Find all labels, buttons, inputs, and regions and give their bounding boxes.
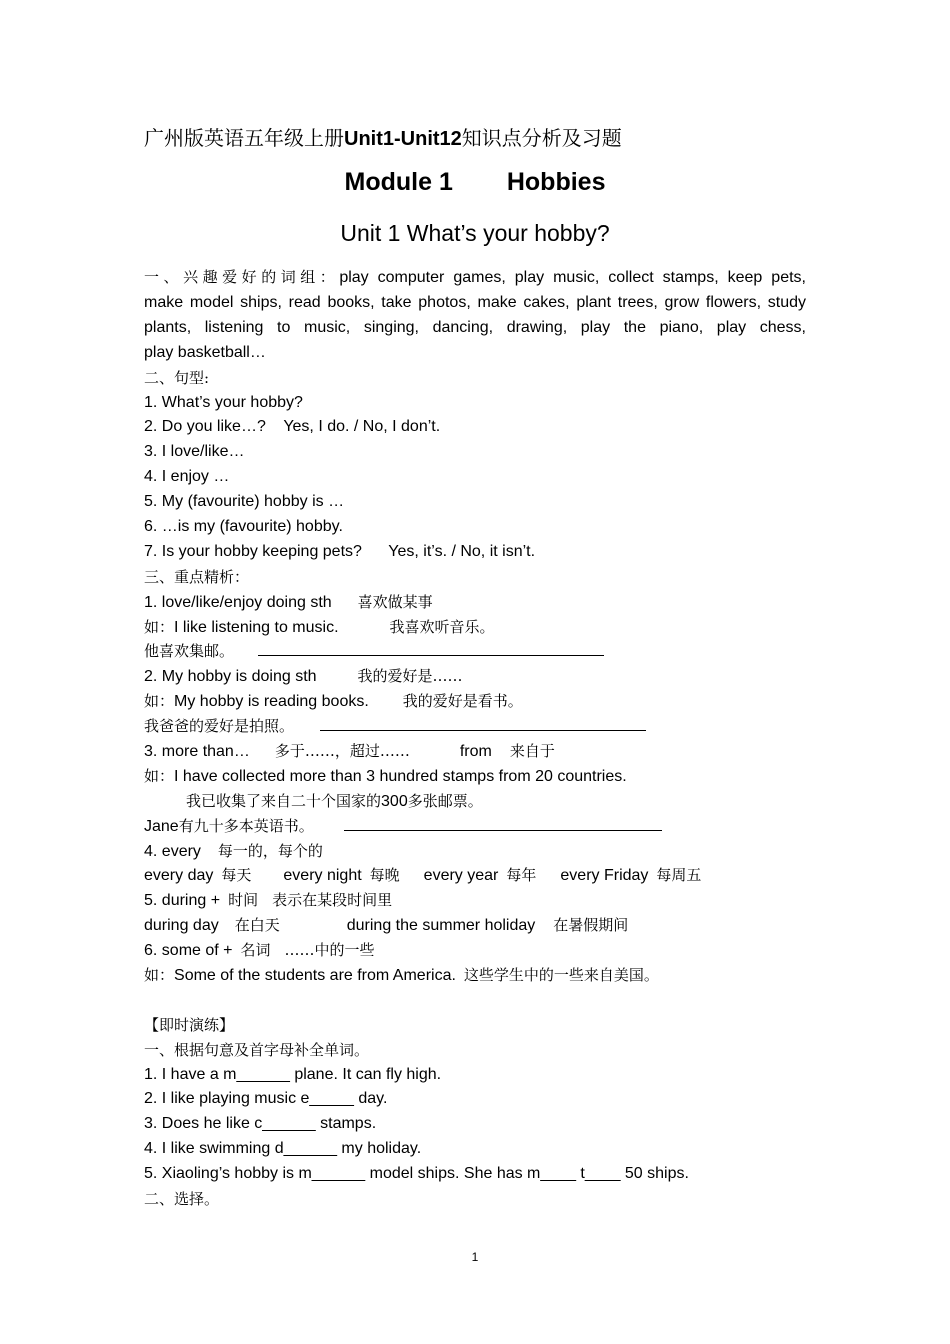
exercise-item: 3. Does he like c______ stamps. [144,1115,377,1133]
module-name: Hobbies [506,168,606,196]
sentence-pattern: 5. My (favourite) hobby is … [144,493,345,511]
exercise-item: 1. I have a m______ plane. It can fly high. [144,1065,442,1083]
module-label: Module 1 [344,168,453,196]
phrase-cn: 每年 [506,866,537,885]
example-cn: 我喜欢听音乐。 [389,617,495,636]
phrase-cn: 在白天 [234,916,280,935]
point3-from: from [459,742,492,760]
phrase-en: every year [423,867,499,885]
spacer [144,988,806,1013]
point1 [144,590,806,615]
point1-en: 1. love/like/enjoy doing sth [144,593,332,611]
sentence-pattern: 6. …is my (favourite) hobby. [144,517,343,535]
phrase-en: every day [144,867,214,885]
page-number: 1 [471,1250,479,1264]
phrase-cn: 每晚 [369,866,400,885]
sentence-pattern: 1. What’s your hobby? [144,393,303,411]
point5-examples [144,913,806,938]
phrase-cn: 每周五 [656,866,702,885]
phrase-en: during the summer holiday [346,917,536,935]
example-label: 如： [144,965,175,984]
example-label: 如： [144,766,175,785]
phrase-en: during day [144,917,219,935]
point3-en: 3. more than… [144,742,250,760]
point3-task [144,814,806,839]
phrase-en: every night [283,867,362,885]
example-label: 如： [144,692,175,711]
hobby-phrases-1: play computer games, play music, collect stamps, keep pets, [339,269,806,286]
section3-heading: 三、重点精析： [144,567,250,586]
document-title [144,122,622,151]
point3-example-cn [144,789,806,814]
unit-title: Unit 1 What’s your hobby? [340,220,610,246]
point3 [144,739,806,764]
example-en: I like listening to music. [174,618,339,636]
point3-from-cn: 来自于 [509,741,555,760]
answer-blank[interactable] [320,716,646,731]
point6 [144,938,806,963]
point6-en: 6. some of + [144,942,233,960]
exercise-item: 5. Xiaoling’s hobby is m______ model ships. She has m____ t____ 50 ships. [144,1165,689,1183]
point4-en: 4. every [144,842,201,860]
point2-example [144,689,806,714]
point4-examples [144,863,806,888]
section1-heading: 一、兴趣爱好的词组： [144,268,340,286]
task-text: 他喜欢集邮。 [144,642,235,661]
exercise-item: 4. I like swimming d______ my holiday. [144,1140,422,1158]
example-cn: 这些学生中的一些来自美国。 [463,965,659,984]
point3-example [144,764,806,789]
hobby-phrases-3: plants, listening to music, singing, dancing, drawing, play the piano, play chess, [144,318,806,336]
task-name: Jane [144,817,179,835]
title-prefix: 广州版英语五年级上册 [144,126,344,150]
section2-heading: 二、句型: [144,368,210,387]
hobby-phrases-2: make model ships, read books, take photos, make cakes, plant trees, grow flowers, study [144,293,806,311]
task-text: 有九十多本英语书。 [178,816,314,835]
point1-task [144,639,806,664]
hobby-phrases-4: play basketball… [144,343,266,361]
point4-cn: 每一的，每个的 [217,841,323,860]
exercise-item: 2. I like playing music e_____ day. [144,1090,388,1108]
module-title [0,168,950,197]
sentence-pattern: 2. Do you like…? Yes, I do. / No, I don’t. [144,418,441,436]
example-cn-part: 多张邮票。 [407,791,483,810]
point5-en: 5. during + [144,892,221,910]
point6-desc: ……中的一些 [284,941,375,960]
practice-part1-heading: 一、根据句意及首字母补全单词。 [144,1040,370,1059]
example-cn: 我的爱好是看书。 [402,692,523,711]
point3-cn: 多于……，超过…… [274,741,410,760]
answer-blank[interactable] [344,816,662,831]
sentence-pattern: 7. Is your hobby keeping pets? Yes, it’s. / No, it isn’t. [144,542,536,560]
point4 [144,839,806,864]
example-en: My hobby is reading books. [174,693,369,711]
title-suffix: 知识点分析及习题 [461,126,622,150]
phrase-en: every Friday [560,867,649,885]
example-cn-number: 300 [381,792,408,810]
practice-part2-heading: 二、选择。 [144,1190,220,1208]
point6-example [144,963,806,988]
answer-blank[interactable] [258,641,604,656]
point5 [144,888,806,913]
section1-line1 [144,265,806,291]
example-en: I have collected more than 3 hundred stamps from 20 countries. [174,767,627,785]
point1-example [144,615,806,640]
point2-en: 2. My hobby is doing sth [144,668,317,686]
example-en: Some of the students are from America. [174,966,456,984]
point6-cn: 名词 [240,941,271,960]
point5-desc: 表示在某段时间里 [272,891,393,910]
title-units: Unit1-Unit12 [344,128,462,150]
point2-cn: 我的爱好是…… [357,667,463,686]
sentence-pattern: 4. I enjoy … [144,468,230,486]
sentence-pattern: 3. I love/like… [144,443,245,461]
phrase-cn: 在暑假期间 [553,916,629,935]
phrase-cn: 每天 [221,866,252,885]
task-text: 我爸爸的爱好是拍照。 [144,717,295,736]
document-body [144,265,806,1212]
point5-cn: 时间 [228,891,259,910]
point2 [144,664,806,689]
point2-task [144,714,806,739]
example-cn-part: 我已收集了来自二十个国家的 [186,791,382,810]
example-label: 如： [144,617,175,636]
practice-heading: 【即时演练】 [144,1015,235,1034]
point1-cn: 喜欢做某事 [357,592,433,611]
